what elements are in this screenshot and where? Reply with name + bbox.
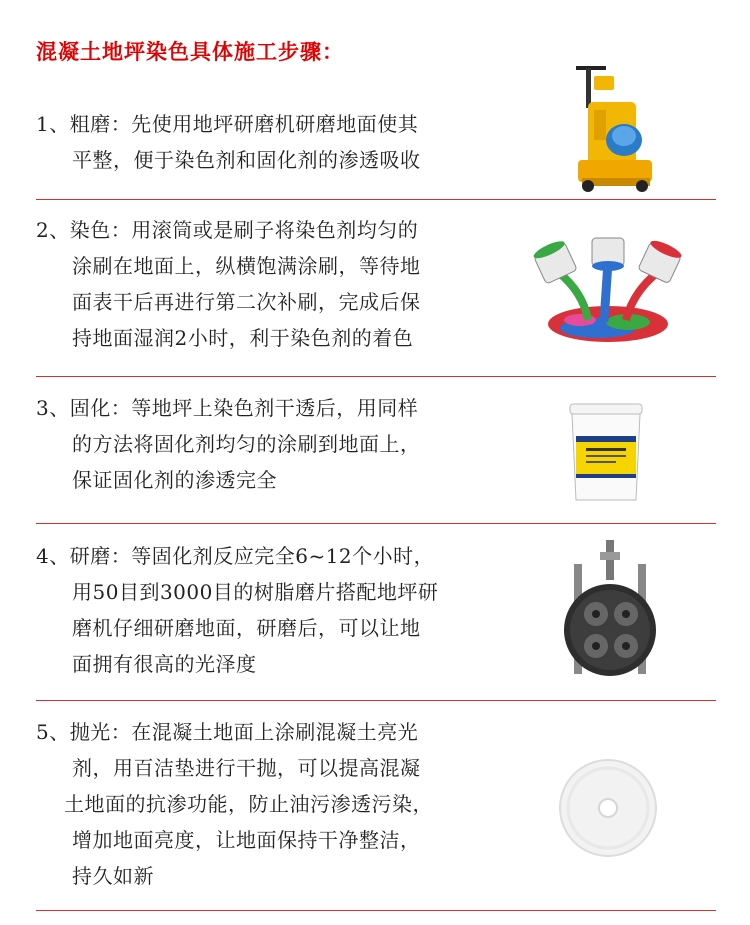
divider <box>36 523 716 524</box>
step-1-line-2: 平整，便于染色剂和固化剂的渗透吸收 <box>72 148 421 172</box>
sealer-bucket-icon <box>566 400 646 505</box>
divider <box>36 910 716 911</box>
step-3-line-3: 保证固化剂的渗透完全 <box>72 468 277 492</box>
step-2-line-3: 面表干后再进行第二次补刷，完成后保 <box>72 290 421 314</box>
polishing-pad-icon <box>556 756 660 860</box>
divider <box>36 199 716 200</box>
step-5-line-1: 5、抛光：在混凝土地面上涂刷混凝土亮光 <box>36 720 419 744</box>
divider <box>36 376 716 377</box>
step-1-line-1: 1、粗磨：先使用地坪研磨机研磨地面使其 <box>36 112 419 136</box>
step-2-line-2: 涂刷在地面上，纵横饱满涂刷，等待地 <box>72 254 421 278</box>
step-4-line-2: 用50目到3000目的树脂磨片搭配地坪研 <box>72 580 439 604</box>
step-5-line-2: 剂，用百洁垫进行干抛，可以提高混凝 <box>72 756 421 780</box>
step-4-line-4: 面拥有很高的光泽度 <box>72 652 257 676</box>
divider <box>36 700 716 701</box>
step-5-line-4: 增加地面亮度，让地面保持干净整洁， <box>72 828 421 852</box>
step-5-line-3: 土地面的抗渗功能，防止油污渗透污染， <box>64 792 433 816</box>
step-3-line-2: 的方法将固化剂均匀的涂刷到地面上， <box>72 432 421 456</box>
page-title: 混凝土地坪染色具体施工步骤： <box>36 40 344 64</box>
grinding-disc-machine-icon <box>560 538 660 678</box>
step-4-line-1: 4、研磨：等固化剂反应完全6~12个小时， <box>36 544 435 568</box>
step-3-line-1: 3、固化：等地坪上染色剂干透后，用同样 <box>36 396 419 420</box>
step-5-line-5: 持久如新 <box>72 864 154 888</box>
step-2-line-4: 持地面湿润2小时，利于染色剂的着色 <box>72 326 414 350</box>
floor-grinder-icon <box>568 60 658 195</box>
paint-buckets-icon <box>528 232 688 352</box>
step-2-line-1: 2、染色：用滚筒或是刷子将染色剂均匀的 <box>36 218 419 242</box>
step-4-line-3: 磨机仔细研磨地面，研磨后，可以让地 <box>72 616 421 640</box>
